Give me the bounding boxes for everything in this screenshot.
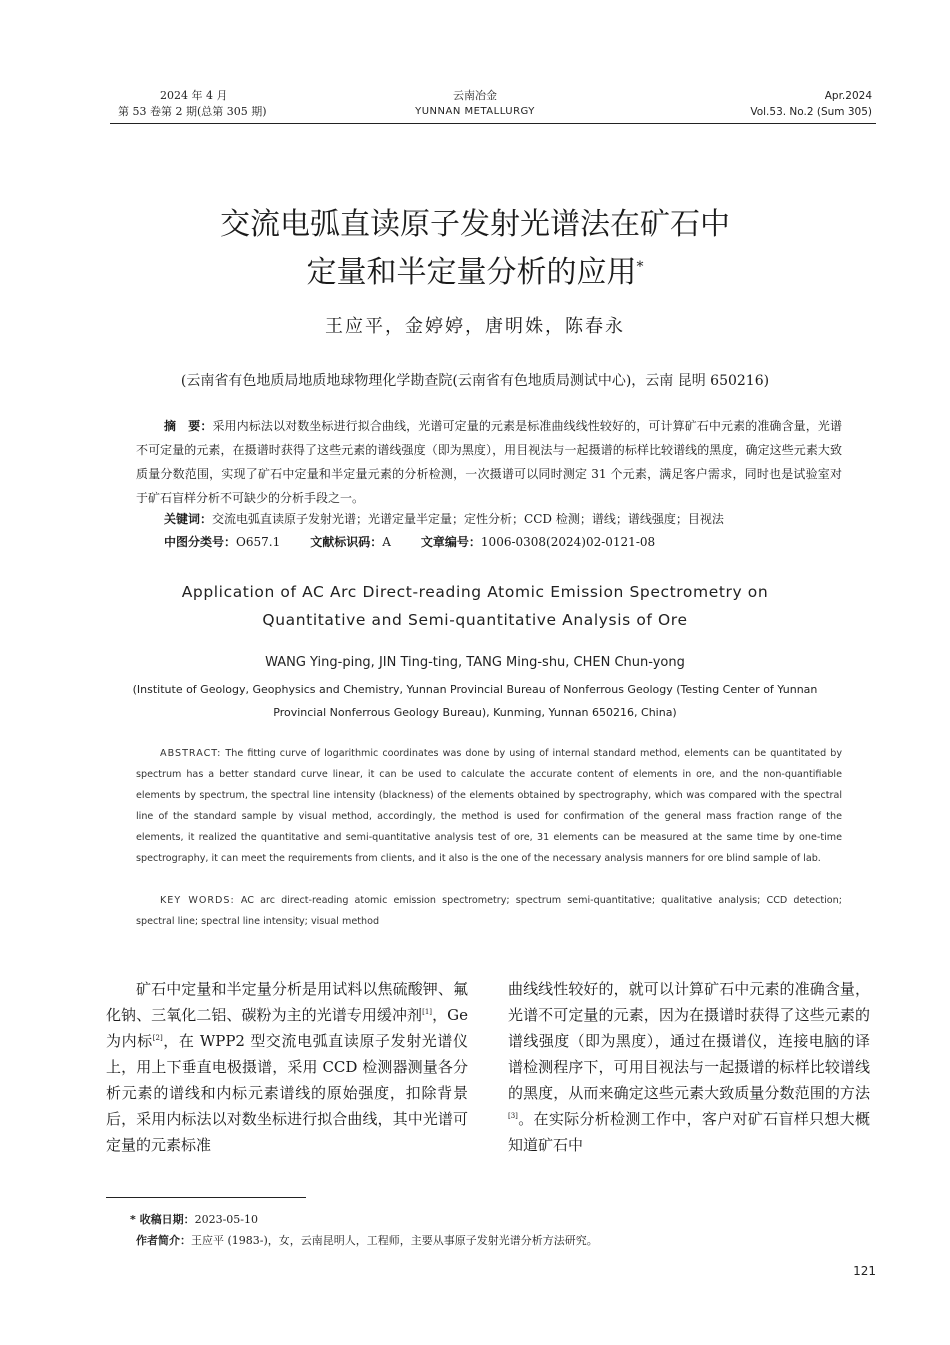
body-right-part2: 。在实际分析检测工作中，客户对矿石盲样只想大概知道矿石中 [508,1110,870,1154]
abstract-cn-label: 摘 要： [164,419,213,433]
paper-title-en-line2: Quantitative and Semi-quantitative Analysis of Ore [262,611,688,629]
issue-volume-en: Vol.53. No.2 (Sum 305) [750,106,872,118]
body-left-part3: ，在 WPP2 型交流电弧直读原子发射光谱仪上，用上下垂直电极摄谱，采用 CCD 检测器测量各分析元素的谱线和内标元素谱线的原始强度，扣除背景后，采用内标法以对数坐标进行拟合曲线，其中光谱可定量的元素标准 [106,1032,468,1154]
paper-title-en-line1: Application of AC Arc Direct-reading Atomic Emission Spectrometry on [181,583,769,601]
affiliation-cn: (云南省有色地质局地质地球物理化学勘查院(云南省有色地质局测试中心)，云南 昆明 650216) [180,373,770,389]
clc-value: O657.1 [236,535,281,549]
article-no-value: 1006-0308(2024)02-0121-08 [480,535,656,549]
header-left [118,88,318,120]
keywords-en [136,890,842,932]
header-rule [110,123,876,124]
clc-label: 中图分类号： [164,535,237,549]
header-right [620,88,872,120]
author-bio-label: 作者简介： [136,1234,191,1247]
header-center [380,88,570,120]
citation-2: [2] [152,1034,163,1042]
paper-title-line2 [80,246,870,294]
abstract-en-text: The fitting curve of logarithmic coordinates was done by using of internal standard method, elements can be quantitated by spectrum has a better standard curve linear, it can be used to calculate the accurate content of elements in ore, and the non-quantifiable elements by spectrum, the spectral line intensity (blackness) of the elements obtained by spectrography, which was compared with the spectral line of the standard sample by visual method, accordingly, the method is used for confirmation of the general mass fraction range of the elements, it realized the quantitative and semi-quantitative analysis test of ore, 31 elements can be measured at the same time by one-time spectrography, it can meet the requirements from clients, and it also is the one of the necessary analysis manners for ore blind sample of lab. [136,748,842,864]
title-footnote-mark: * [636,259,644,275]
keywords-en-label: KEY WORDS: [160,895,235,906]
abstract-en-label: ABSTRACT: [160,748,222,759]
footnote-rule [106,1197,306,1198]
paper-title-en [80,578,870,634]
doc-code-value: A [382,535,391,549]
author-bio-text: 王应平 (1983-)，女，云南昆明人，工程师，主要从事原子发射光谱分析方法研究。 [191,1234,598,1247]
abstract-cn-text: 采用内标法以对数坐标进行拟合曲线，光谱可定量的元素是标准曲线线性较好的，可计算矿石中元素的准确含量，光谱不可定量的元素，在摄谱时获得了这些元素的谱线强度（即为黑度），用目视法与一起摄谱的标样比较谱线的黑度，确定这些元素大致质量分数范围，实现了矿石中定量和半定量元素的分析检测，一次摄谱可以同时测定 31 个元素，满足客户需求，同时也是试验室对于矿石盲样分析不可缺少的分析手段之一。 [136,419,842,505]
footnote-author-bio [136,1230,598,1252]
citation-1: [1] [422,1008,433,1016]
journal-name-en: YUNNAN METALLURGY [415,106,535,117]
page-number: 121 [853,1264,876,1278]
body-left-part1: 矿石中定量和半定量分析是用试料以焦硫酸钾、氟化钠、三氧化二铝、碳粉为主的光谱专用缓冲剂 [106,980,468,1024]
classification-line [164,530,655,554]
body-left-part2: ，Ge 为内标 [106,1006,468,1050]
paper-title-line2-text: 定量和半定量分析的应用 [306,255,637,290]
doc-code-label: 文献标识码： [310,535,383,549]
keywords-cn-text: 交流电弧直读原子发射光谱；光谱定量半定量；定性分析；CCD 检测；谱线；谱线强度；目视法 [212,512,724,526]
body-column-right [508,976,870,1158]
received-label: * 收稿日期： [130,1213,195,1226]
body-right-part1: 曲线线性较好的，就可以计算矿石中元素的准确含量，光谱不可定量的元素，因为在摄谱时获得了这些元素的谱线强度（即为黑度），通过在摄谱仪，连接电脑的译谱检测程序下，可用目视法与一起摄谱的标样比较谱线的黑度，从而来确定这些元素大致质量分数范围的方法 [508,980,870,1102]
abstract-en [136,743,842,869]
issue-date-cn: 2024 年 4 月 [160,89,228,102]
paper-title-line1: 交流电弧直读原子发射光谱法在矿石中 [220,207,730,242]
body-column-left [106,976,468,1158]
received-date: 2023-05-10 [194,1213,259,1226]
issue-volume-cn: 第 53 卷第 2 期(总第 305 期) [118,105,267,118]
citation-3: [3] [508,1112,518,1120]
keywords-en-text: AC arc direct-reading atomic emission spectrometry; spectrum semi-quantitative; qualitative analysis; CCD detection; spectral line; spectral line intensity; visual method [136,895,842,927]
footnote-received [130,1209,258,1231]
affiliation-en: (Institute of Geology, Geophysics and Chemistry, Yunnan Provincial Bureau of Nonferrous Geology (Testing Center of Yunnan Provincial Nonferrous Geology Bureau), Kunming, Yunnan 650216, China) [132,683,818,719]
article-no-label: 文章编号： [420,535,481,549]
authors-cn: 王应平，金婷婷，唐明姝，陈春永 [325,316,625,337]
keywords-cn [164,507,724,531]
issue-date-en: Apr.2024 [824,90,872,102]
authors-en: WANG Ying-ping, JIN Ting-ting, TANG Ming-shu, CHEN Chun-yong [265,655,685,670]
abstract-cn [136,414,842,510]
journal-name-cn: 云南冶金 [453,89,497,102]
keywords-cn-label: 关键词： [164,512,213,526]
